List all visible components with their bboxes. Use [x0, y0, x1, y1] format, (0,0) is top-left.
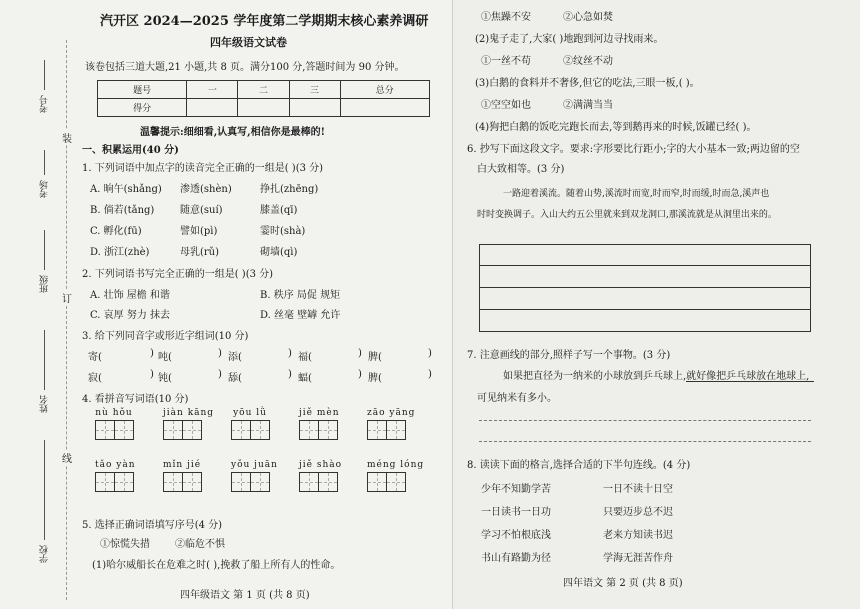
side-label-exam-number: 考号 — [40, 95, 50, 113]
q6-stem-line2: 白大致相等。(3 分) — [477, 164, 565, 175]
writing-box[interactable] — [114, 420, 134, 440]
q7-answer-line[interactable] — [479, 441, 811, 442]
q1-option-c-word3: 霎时(shà) — [260, 226, 306, 237]
writing-box[interactable] — [250, 472, 270, 492]
writing-box[interactable] — [250, 420, 270, 440]
q5-question-2: (2)鬼子走了,大家( )地跑到河边寻找雨来。 — [475, 34, 664, 45]
pinyin-text: méng lóng — [367, 460, 425, 470]
writing-box[interactable] — [163, 420, 183, 440]
writing-box[interactable] — [386, 472, 406, 492]
q3-item: 脾( — [368, 352, 382, 363]
side-line-5 — [44, 440, 45, 540]
q5-question-3: (3)白鹅的食料并不奢侈,但它的吃法,三眼一板,( )。 — [475, 78, 700, 89]
q3-close-paren: ) — [358, 369, 362, 380]
side-line-3 — [44, 230, 45, 270]
score-table-score-row — [98, 99, 430, 117]
pinyin-item — [231, 408, 269, 440]
side-line-1 — [44, 60, 45, 90]
q1-option-a-word3: 挣扎(zhēng) — [260, 184, 319, 195]
q7-example-line2: 可见纳米有多小。 — [477, 393, 557, 404]
pinyin-item — [163, 408, 214, 440]
q8-left-item[interactable]: 少年不知勤学苦 — [481, 484, 551, 495]
score-cell: 一 — [187, 81, 238, 99]
q8-left-item[interactable]: 学习不怕根底浅 — [481, 530, 551, 541]
writing-box[interactable] — [386, 420, 406, 440]
score-cell[interactable] — [187, 99, 238, 117]
q2-stem: 2. 下列词语书写完全正确的一组是( )(3 分) — [82, 269, 274, 280]
pinyin-item — [367, 460, 424, 492]
pinyin-text: jiě shào — [299, 460, 343, 470]
binding-mark-zhuang: 装 — [62, 130, 72, 145]
exam-tip: 温馨提示:细细看,认真写,相信你是最棒的! — [140, 127, 326, 138]
pinyin-text: nù hǒu — [95, 408, 133, 418]
q3-item: 舔( — [228, 373, 242, 384]
q3-item: 蝠( — [298, 373, 312, 384]
page-footer: 四年语文 第 2 页 (共 8 页) — [563, 578, 683, 589]
side-label-name: 姓名 — [40, 395, 50, 413]
writing-box[interactable] — [95, 472, 115, 492]
q5-option-a2: ②心急如焚 — [563, 12, 613, 23]
q4-stem: 4. 看拼音写词语(10 分) — [82, 394, 189, 405]
q3-close-paren: ) — [218, 369, 222, 380]
writing-box[interactable] — [163, 472, 183, 492]
writing-box[interactable] — [367, 420, 387, 440]
q1-stem: 1. 下列词语中加点字的读音完全正确的一组是( )(3 分) — [82, 163, 324, 174]
q5-option-c1: ①空空如也 — [481, 100, 531, 111]
q6-writing-area[interactable] — [479, 244, 811, 332]
q2-option-b: B. 秩序 局促 规矩 — [260, 290, 341, 301]
binding-mark-ding: 订 — [62, 290, 72, 305]
side-line-2 — [44, 150, 45, 175]
q3-stem: 3. 给下列同音字或形近字组词(10 分) — [82, 331, 249, 342]
writing-box[interactable] — [114, 472, 134, 492]
pinyin-item — [95, 408, 133, 440]
pinyin-item — [367, 408, 415, 440]
q3-close-paren: ) — [428, 348, 432, 359]
q8-stem: 8. 读读下面的格言,选择合适的下半句连线。(4 分) — [467, 460, 691, 471]
pinyin-item — [299, 460, 342, 492]
exam-info: 该卷包括三道大题,21 小题,共 8 页。满分100 分,答题时间为 90 分钟。 — [85, 62, 405, 73]
q1-option-d: D. 浙江(zhè) — [90, 247, 150, 258]
writing-line — [479, 265, 811, 266]
side-label-exam-room: 考场 — [40, 180, 50, 198]
q3-item: 寂( — [88, 373, 102, 384]
q7-underline — [686, 381, 814, 382]
q3-close-paren: ) — [358, 348, 362, 359]
pinyin-text: jiàn kāng — [163, 408, 215, 418]
q8-right-item[interactable]: 一日不读十日空 — [603, 484, 673, 495]
q6-stem-line1: 6. 抄写下面这段文字。要求:字形要比行距小;字的大小基本一致;两边留的空 — [467, 144, 800, 155]
q5-question-4: (4)狗把白鹅的饭吃完跑长而去,等到鹅再来的时候,饭罐已经( )。 — [475, 122, 757, 133]
q1-option-d-word3: 砌墙(qì) — [260, 247, 298, 258]
q7-stem: 7. 注意画线的部分,照样子写一个事物。(3 分) — [467, 350, 671, 361]
q3-item: 寄( — [88, 352, 102, 363]
q6-passage-line2: 时时变换调子。入山大约五公里就来到双龙洞口,那溪流就是从洞里出来的。 — [477, 210, 777, 220]
side-line-4 — [44, 330, 45, 390]
writing-box[interactable] — [231, 420, 251, 440]
q1-option-c: C. 孵化(fū) — [90, 226, 142, 237]
q3-item: 吨( — [158, 352, 172, 363]
writing-box[interactable] — [182, 472, 202, 492]
score-cell[interactable] — [289, 99, 340, 117]
q8-left-item[interactable]: 书山有路勤为径 — [481, 553, 551, 564]
exam-title: 汽开区 2024—2025 学年度第二学期期末核心素养调研 — [100, 14, 429, 29]
q8-right-item[interactable]: 老来方知读书迟 — [603, 530, 673, 541]
binding-mark-xian: 线 — [62, 450, 72, 465]
writing-box[interactable] — [318, 472, 338, 492]
q5-option-c2: ②满满当当 — [563, 100, 613, 111]
q5-question-1: (1)哈尔威船长在危难之时( ),挽救了船上所有人的性命。 — [92, 560, 341, 571]
page-footer: 四年级语文 第 1 页 (共 8 页) — [180, 590, 310, 601]
writing-box[interactable] — [95, 420, 115, 440]
q2-option-d: D. 丝毫 壁罅 允许 — [260, 310, 341, 321]
binding-line — [66, 40, 67, 600]
q5-option-a1: ①焦躁不安 — [481, 12, 531, 23]
score-cell: 二 — [238, 81, 289, 99]
q8-left-item[interactable]: 一日读书一日功 — [481, 507, 551, 518]
q1-option-a-word2: 渗透(shèn) — [180, 184, 232, 195]
q1-option-c-word2: 譬如(pì) — [180, 226, 218, 237]
q7-example-line1: 如果把直径为一纳米的小球放到乒乓球上,就好像把乒乓球放在地球上, — [503, 371, 810, 382]
pinyin-text: jiě mèn — [299, 408, 340, 418]
score-cell: 题号 — [98, 81, 187, 99]
exam-page-2 — [453, 0, 860, 609]
writing-box[interactable] — [299, 472, 319, 492]
q3-close-paren: ) — [428, 369, 432, 380]
pinyin-text: mǐn jié — [163, 460, 202, 470]
q1-option-b-word2: 随意(suí) — [180, 205, 223, 216]
q3-close-paren: ) — [218, 348, 222, 359]
q3-item: 脾( — [368, 373, 382, 384]
q7-answer-line[interactable] — [479, 420, 811, 421]
q1-option-a: A. 晌午(shǎng) — [90, 184, 162, 195]
score-cell[interactable] — [340, 99, 429, 117]
q2-option-a: A. 壮饰 屋檐 和谐 — [90, 290, 170, 301]
section-1-title: 一、积累运用(40 分) — [82, 145, 179, 156]
q1-option-b-word3: 膝盖(qī) — [260, 205, 298, 216]
q5-option-b1: ①一丝不苟 — [481, 56, 531, 67]
q3-close-paren: ) — [150, 348, 154, 359]
q3-close-paren: ) — [288, 348, 292, 359]
pinyin-item — [299, 408, 340, 440]
pinyin-text: tǎo yàn — [95, 460, 136, 470]
q8-right-item[interactable]: 只要迈步总不迟 — [603, 507, 673, 518]
side-label-class: 班级 — [40, 275, 50, 293]
writing-box[interactable] — [182, 420, 202, 440]
q3-item: 福( — [298, 352, 312, 363]
q6-passage-line1: 一路迎着溪流。随着山势,溪流时而宽,时而窄,时而缓,时而急,溪声也 — [503, 189, 770, 199]
q5-stem: 5. 选择正确词语填写序号(4 分) — [82, 520, 223, 531]
q2-option-c: C. 哀厚 努力 抹去 — [90, 310, 171, 321]
pinyin-item — [95, 460, 136, 492]
score-table — [97, 80, 430, 117]
q1-option-d-word2: 母乳(rǔ) — [180, 247, 220, 258]
score-cell: 得分 — [98, 99, 187, 117]
writing-box[interactable] — [318, 420, 338, 440]
writing-box[interactable] — [231, 472, 251, 492]
q3-item: 添( — [228, 352, 242, 363]
writing-line — [479, 287, 811, 288]
pinyin-item — [231, 460, 278, 492]
q3-close-paren: ) — [150, 369, 154, 380]
q1-option-b: B. 倘若(tǎng) — [90, 205, 155, 216]
writing-box[interactable] — [367, 472, 387, 492]
q3-item: 钝( — [158, 373, 172, 384]
q3-close-paren: ) — [288, 369, 292, 380]
writing-box[interactable] — [299, 420, 319, 440]
pinyin-text: yǒu juān — [231, 460, 278, 470]
pinyin-item — [163, 460, 201, 492]
pinyin-text: zāo yāng — [367, 408, 416, 418]
q8-right-item[interactable]: 学海无涯苦作舟 — [603, 553, 673, 564]
writing-line — [479, 309, 811, 310]
side-label-school: 学校 — [40, 545, 50, 563]
score-cell: 三 — [289, 81, 340, 99]
q5-option-b2: ②纹丝不动 — [563, 56, 613, 67]
q5-option-1: ①惊慌失措 — [100, 539, 150, 550]
exam-subtitle: 四年级语文试卷 — [210, 36, 287, 49]
score-cell: 总分 — [340, 81, 429, 99]
score-table-header-row — [98, 81, 430, 99]
score-cell[interactable] — [238, 99, 289, 117]
pinyin-text: yōu lǜ — [233, 408, 267, 418]
q5-option-2: ②临危不惧 — [175, 539, 225, 550]
